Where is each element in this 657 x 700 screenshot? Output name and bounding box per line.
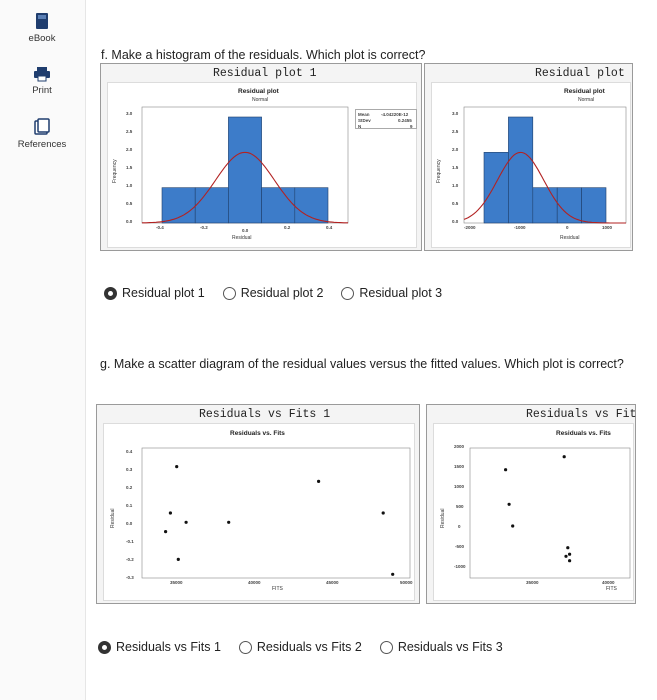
question-f-title: f. Make a histogram of the residuals. Which plot is correct? — [101, 48, 426, 62]
option-residuals-vs-fits-3[interactable] — [380, 640, 503, 654]
histogram-2-subtitle: Normal — [578, 97, 595, 103]
h1-xtick: 0.4 — [326, 225, 333, 230]
residual-plot-2-panel — [424, 63, 633, 251]
scatter-point — [227, 521, 230, 524]
scatter-point — [164, 530, 167, 533]
scatter-1-ylabel: Residual — [110, 508, 116, 528]
scatter-point — [185, 521, 188, 524]
h2-ytick: 3.0 — [452, 111, 459, 116]
s2-ytick: 500 — [456, 504, 464, 509]
scatter-2-title: Residuals vs. Fits — [556, 430, 611, 437]
scatter-point — [566, 546, 569, 549]
histogram-bar — [228, 117, 261, 223]
scatter-point — [175, 465, 178, 468]
histogram-2-title: Residual plot — [564, 88, 605, 95]
legend-stdev-value: 0.2455 — [398, 118, 412, 123]
scatter-point — [563, 455, 566, 458]
h1-ytick: 3.0 — [126, 111, 133, 116]
radio-residuals-vs-fits-1[interactable] — [98, 641, 111, 654]
histogram-2-area — [431, 82, 631, 248]
histogram-1-xlabel: Residual — [232, 235, 252, 241]
histogram-bar — [533, 188, 557, 223]
s1-ytick: -0.2 — [126, 557, 134, 562]
residual-plot-1-title: Residual plot 1 — [213, 67, 317, 80]
legend-mean-label: Mean — [358, 112, 370, 117]
s1-ytick: -0.1 — [126, 539, 134, 544]
s2-ytick: 2000 — [454, 444, 465, 449]
print-label: Print — [32, 85, 52, 96]
histogram-1-svg — [108, 83, 418, 249]
h1-xtick: 0.2 — [284, 225, 291, 230]
histogram-2-ylabel: Frequency — [436, 159, 442, 183]
scatter-1-svg — [104, 424, 416, 602]
option-residual-plot-3[interactable] — [341, 286, 442, 300]
histogram-1-title: Residual plot — [238, 88, 279, 95]
book-icon — [34, 12, 50, 30]
residual-plot-1-panel — [100, 63, 422, 251]
s2-xtick: 40000 — [602, 580, 615, 585]
h2-xtick: 0 — [566, 225, 569, 230]
s2-xtick: 35000 — [526, 580, 539, 585]
legend-mean-value: -4.04220E-12 — [381, 112, 409, 117]
ebook-button[interactable] — [10, 12, 74, 56]
plot-frame — [142, 448, 410, 578]
s1-ytick: 0.1 — [126, 503, 133, 508]
legend-n-label: N — [358, 124, 362, 129]
scatter-point — [317, 480, 320, 483]
h2-ytick: 2.5 — [452, 129, 459, 134]
s2-ytick: -1000 — [454, 564, 466, 569]
histogram-bar — [195, 188, 228, 223]
radio-residuals-vs-fits-2[interactable] — [239, 641, 252, 654]
scatter-1-title: Residuals vs. Fits — [230, 430, 285, 437]
radio-residual-plot-1[interactable] — [104, 287, 117, 300]
h1-ytick: 1.5 — [126, 165, 133, 170]
h1-ytick: 2.0 — [126, 147, 133, 152]
scatter-point — [508, 503, 511, 506]
h1-ytick: 0.5 — [126, 201, 133, 206]
s2-ytick: -500 — [455, 544, 465, 549]
h2-ytick: 1.0 — [452, 183, 459, 188]
radio-residual-plot-3[interactable] — [341, 287, 354, 300]
histogram-bar — [262, 188, 295, 223]
s1-xtick: 35000 — [170, 580, 183, 585]
option-label: Residuals vs Fits 2 — [256, 640, 362, 654]
s2-ytick: 1000 — [454, 484, 465, 489]
scatter-point — [391, 573, 394, 576]
option-label: Residual plot 2 — [240, 286, 324, 300]
scatter-2-svg — [434, 424, 635, 602]
h1-xtick: -0.2 — [200, 225, 208, 230]
option-residuals-vs-fits-2[interactable] — [239, 640, 362, 654]
question-g-options — [98, 640, 521, 654]
h1-ytick: 2.5 — [126, 129, 133, 134]
scatter-point — [511, 524, 514, 527]
option-residual-plot-1[interactable] — [104, 286, 205, 300]
legend-stdev-label: StDev — [358, 118, 371, 123]
scatter-point — [568, 553, 571, 556]
histogram-bar — [557, 188, 581, 223]
residuals-vs-fits-1-panel — [96, 404, 420, 604]
option-residuals-vs-fits-1[interactable] — [98, 640, 221, 654]
scatter-point — [504, 468, 507, 471]
residuals-vs-fits-1-title: Residuals vs Fits 1 — [199, 408, 331, 421]
s1-ytick: 0.0 — [126, 521, 133, 526]
h2-xtick: -1000 — [514, 225, 526, 230]
h2-ytick: 1.5 — [452, 165, 459, 170]
h2-xtick: -2000 — [464, 225, 476, 230]
option-label: Residual plot 1 — [122, 286, 205, 300]
scatter-point — [564, 555, 567, 558]
scatter-point — [568, 559, 571, 562]
s1-ytick: 0.2 — [126, 485, 133, 490]
question-g-title: g. Make a scatter diagram of the residual values versus the fitted values. Which plot is correct? — [100, 357, 624, 371]
h1-xtick: -0.4 — [156, 225, 164, 230]
s1-xtick: 40000 — [248, 580, 261, 585]
s2-ytick: 1500 — [454, 464, 465, 469]
scatter-point — [177, 558, 180, 561]
histogram-bar — [508, 117, 532, 223]
radio-residual-plot-2[interactable] — [223, 287, 236, 300]
h1-ytick: 0.0 — [126, 219, 133, 224]
s1-ytick: 0.3 — [126, 467, 133, 472]
radio-residuals-vs-fits-3[interactable] — [380, 641, 393, 654]
residuals-vs-fits-2-panel — [426, 404, 636, 604]
s2-ytick: 0 — [458, 524, 461, 529]
references-button[interactable] — [10, 118, 74, 162]
histogram-2-svg — [432, 83, 632, 249]
scatter-point — [382, 511, 385, 514]
histogram-1-legend — [355, 109, 417, 129]
histogram-bar — [484, 152, 508, 223]
h2-xtick: 1000 — [602, 225, 613, 230]
option-label: Residual plot 3 — [359, 286, 443, 300]
references-icon — [33, 118, 51, 136]
h2-ytick: 0.5 — [452, 201, 459, 206]
residuals-vs-fits-2-title: Residuals vs Fit — [526, 408, 637, 421]
h2-ytick: 0.0 — [452, 219, 459, 224]
option-label: Residuals vs Fits 3 — [397, 640, 503, 654]
residual-plot-2-title: Residual plot — [535, 67, 625, 80]
question-f-options — [104, 286, 460, 300]
scatter-2-xlabel: FITS — [606, 586, 617, 592]
h1-xtick: 0.0 — [242, 228, 249, 233]
sidebar — [0, 0, 86, 700]
plot-frame — [470, 448, 630, 578]
s1-xtick: 45000 — [326, 580, 339, 585]
scatter-2-area — [433, 423, 634, 601]
h1-ytick: 1.0 — [126, 183, 133, 188]
histogram-2-xlabel: Residual — [560, 235, 580, 241]
option-label: Residuals vs Fits 1 — [116, 640, 221, 654]
histogram-1-subtitle: Normal — [252, 97, 269, 103]
legend-n-value: 9 — [410, 124, 413, 129]
printer-icon — [33, 66, 51, 82]
h2-ytick: 2.0 — [452, 147, 459, 152]
s1-xtick: 50000 — [400, 580, 413, 585]
references-label: References — [17, 139, 67, 150]
scatter-2-ylabel: Residual — [440, 508, 446, 528]
scatter-1-xlabel: FITS — [272, 586, 283, 592]
ebook-label: eBook — [28, 33, 56, 44]
scatter-1-area — [103, 423, 415, 601]
s1-ytick: -0.3 — [126, 575, 134, 580]
histogram-1-area — [107, 82, 417, 248]
option-residual-plot-2[interactable] — [223, 286, 324, 300]
histogram-1-ylabel: Frequency — [112, 159, 118, 183]
s1-ytick: 0.4 — [126, 449, 133, 454]
print-button[interactable] — [10, 66, 74, 110]
histogram-bar — [582, 188, 606, 223]
scatter-point — [169, 511, 172, 514]
